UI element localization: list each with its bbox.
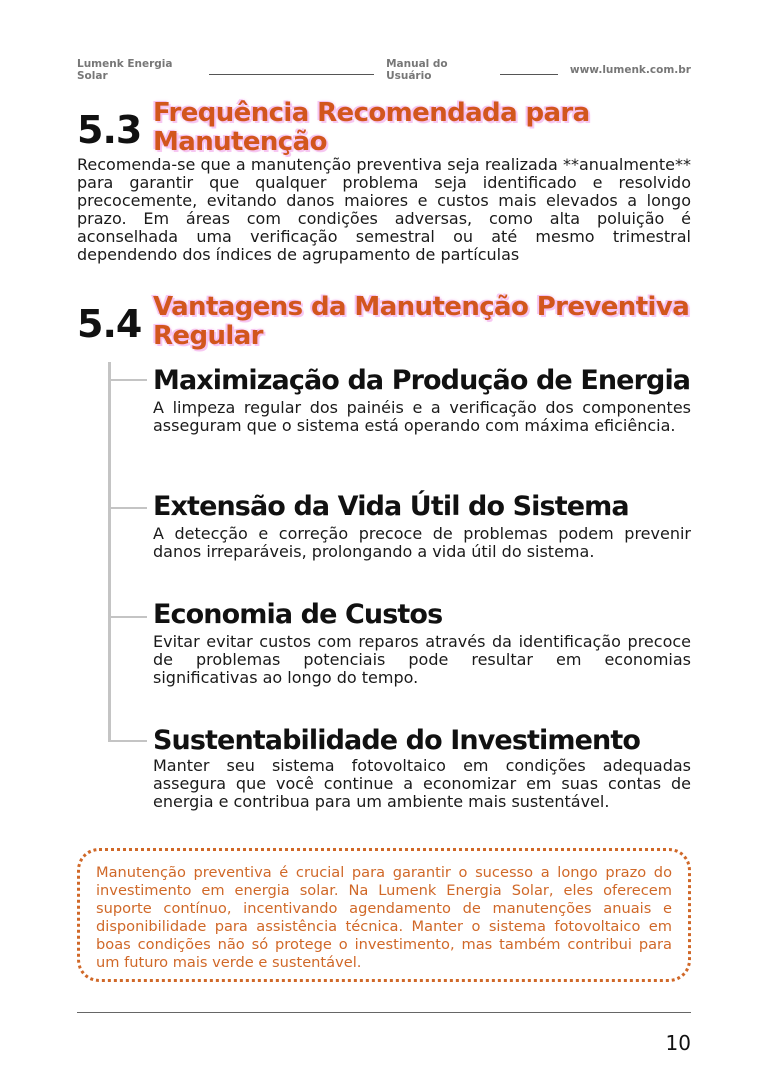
benefit-text: Evitar evitar custos com reparos através da identificação precoce de problemas potenciais pode resultar em economias significativas ao longo do tempo. (153, 632, 691, 687)
footer-rule (77, 1012, 691, 1013)
header-company: Lumenk Energia Solar (77, 58, 173, 82)
benefit-text: A detecção e correção precoce de problemas podem prevenir danos irreparáveis, prolongando a vida útil do sistema. (153, 524, 691, 561)
timeline-tick (111, 616, 147, 618)
section-number: 5.4 (77, 302, 142, 346)
page-header (77, 58, 691, 82)
header-website: www.lumenk.com.br (569, 64, 691, 76)
header-rule (500, 74, 557, 75)
timeline-tick (111, 507, 147, 509)
page-number: 10 (665, 1031, 691, 1055)
section-paragraph: Recomenda-se que a manutenção preventiva seja realizada **anualmente** para garantir que qualquer problema seja identificado e resolvido precocemente, evitando danos maiores e custos mais elevados a longo prazo. Em áreas com condições adversas, como alta poluição é aconselhada uma verificação semestral ou até mesmo trimestral dependendo dos índices de agrupamento de partículas (77, 155, 691, 264)
benefit-title: Maximização da Produção de Energia (153, 365, 691, 396)
benefit-text: A limpeza regular dos painéis e a verificação dos componentes asseguram que o sistema está operando com máxima eficiência. (153, 398, 691, 435)
header-rule (209, 74, 374, 75)
timeline-line (108, 362, 111, 742)
timeline-tick (111, 740, 147, 742)
benefit-title: Economia de Custos (153, 599, 443, 630)
benefit-title: Extensão da Vida Útil do Sistema (153, 491, 629, 522)
timeline-tick (111, 379, 147, 381)
header-document: Manual do Usuário (386, 58, 448, 82)
benefit-text: Manter seu sistema fotovoltaico em condições adequadas assegura que você continue a economizar em suas contas de energia e contribua para um ambiente mais sustentável. (153, 756, 691, 811)
section-title: Vantagens da Manutenção Preventiva Regular (153, 292, 690, 351)
benefit-title: Sustentabilidade do Investimento (153, 725, 640, 756)
section-title: Frequência Recomendada para Manutenção (153, 98, 590, 157)
callout-box (77, 848, 691, 982)
section-number: 5.3 (77, 108, 142, 152)
callout-text: Manutenção preventiva é crucial para garantir o sucesso a longo prazo do investimento em energia solar. Na Lumenk Energia Solar, eles oferecem suporte contínuo, incentivando agendamento de manutenções anuais e disponibilidade para assistência técnica. Manter o sistema fotovoltaico em boas condições não só protege o investimento, mas também contribui para um futuro mais verde e sustentável. (96, 864, 672, 971)
